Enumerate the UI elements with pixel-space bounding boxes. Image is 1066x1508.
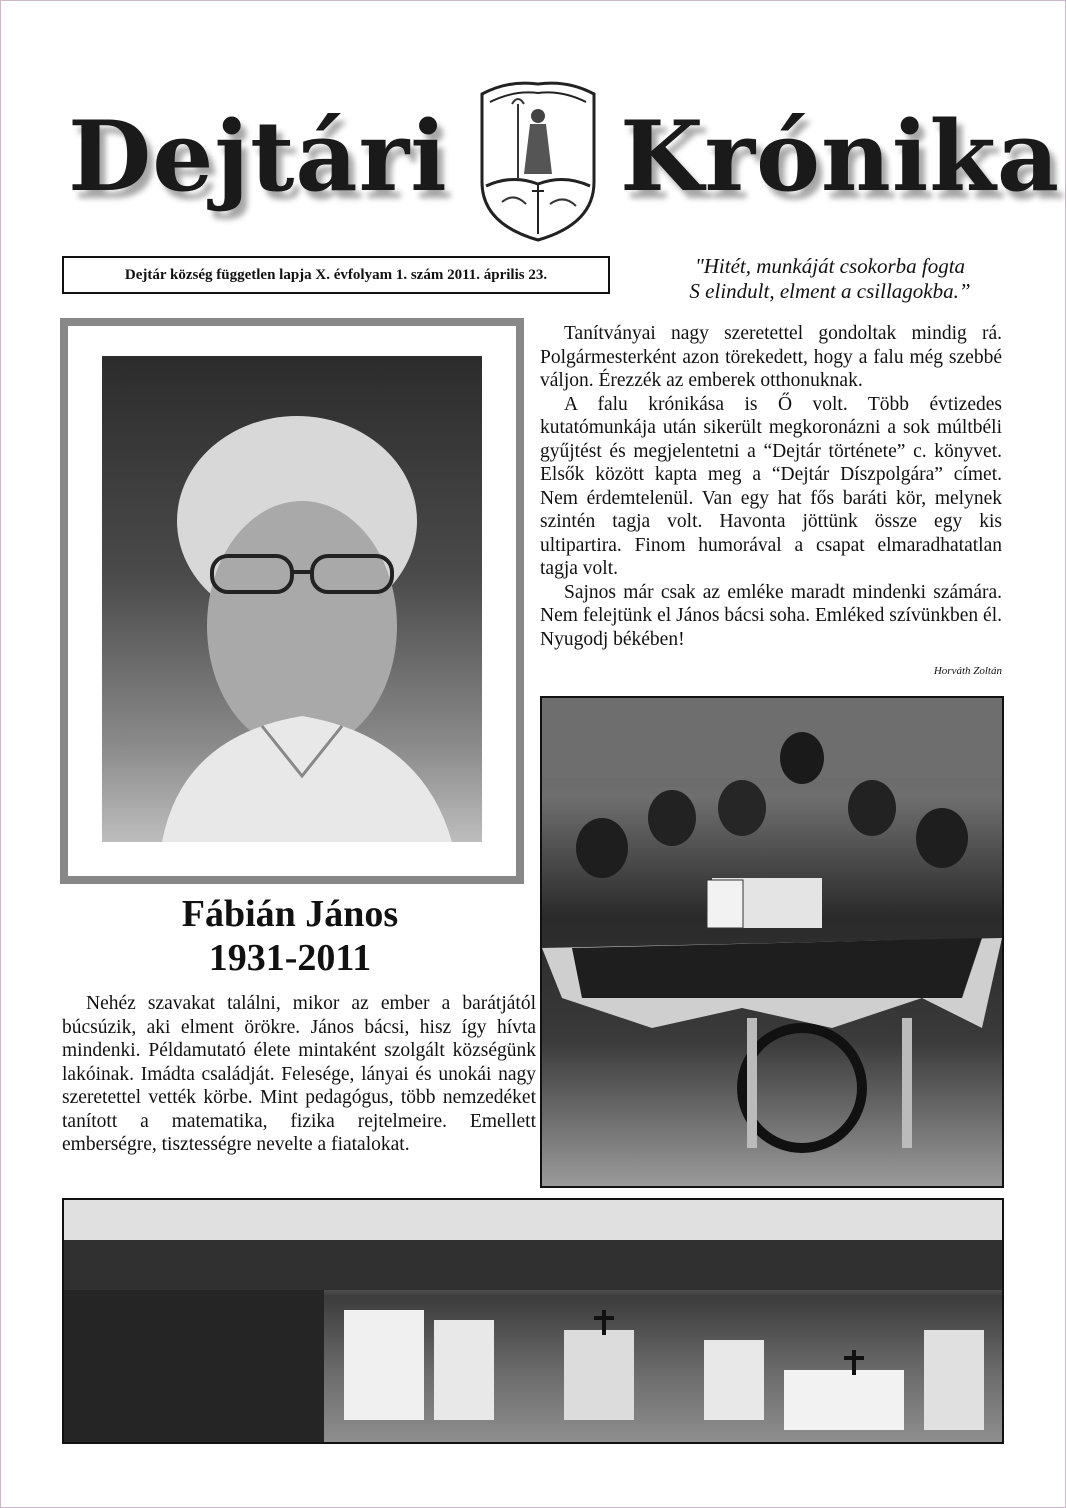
portrait-mat [68,326,516,876]
obituary-heading [70,892,510,980]
portrait-frame [60,318,524,884]
paragraph: A falu krónikása is Ő volt. Több évtizedes kutatómunkája után sikerült megkoronázni a sok múltbéli gyűjtést és megjelentetni a “Dejtár története” c. könyvet. Elsők között kapta meg a “Dejtár Díszpolgára” címet. Nem érdemtelenül. Van egy hat fős baráti kör, melynek szintén tagja volt. Havonta jöttünk össze egy kis ultipartira. Finom humorával a csapat elmaradhatatlan tagja volt. [540,393,1002,579]
portrait-illustration [102,356,482,842]
masthead-title-right: Krónika [620,100,1061,213]
motto-line-2: S elindult, elment a csillagokba.” [689,279,971,303]
obituary-text-right [540,322,1002,651]
cemetery-photo [62,1198,1004,1444]
funeral-illustration [542,698,1002,1186]
coat-of-arms-icon [468,74,608,244]
cemetery-illustration [64,1200,1002,1442]
paragraph: Nehéz szavakat találni, mikor az ember a barátjától búcsúzik, aki elment örökre. János bácsi, hisz így hívta mindenki. Példamutató élete mintaként szolgált községünk lakóinak. Imádta családját. Felesége, lányai és unokái nagy szeretettel vették körbe. Mint pedagógus, több nemzedéket tanított a matematika, fizika rejtelmeire. Emellett emberségre, tisztességre nevelte a fiatalokat. [62,993,536,1155]
motto-line-1: "Hitét, munkáját csokorba fogta [694,254,966,278]
paragraph: Sajnos már csak az emléke maradt mindenki számára. Nem felejtünk el János bácsi soha. Emléked szívünkben él. Nyugodj békében! [540,581,1002,650]
motto [640,254,1020,304]
portrait-photo [102,356,482,842]
deceased-name: Fábián János [181,893,399,935]
paragraph: Tanítványai nagy szeretettel gondoltak mindig rá. Polgármesterként azon törekedett, hogy a falu még szebbé váljon. Érezzék az emberek otthonuknak. [540,323,1002,391]
author-signature: Horváth Zoltán [933,665,1002,677]
deceased-years: 1931-2011 [208,937,372,979]
funeral-photo [540,696,1004,1188]
masthead-title-left: Dejtári [68,100,448,213]
obituary-text-left [62,992,536,1157]
masthead [60,70,1061,245]
issue-info-box: Dejtár község független lapja X. évfolyam 1. szám 2011. április 23. [62,256,610,294]
